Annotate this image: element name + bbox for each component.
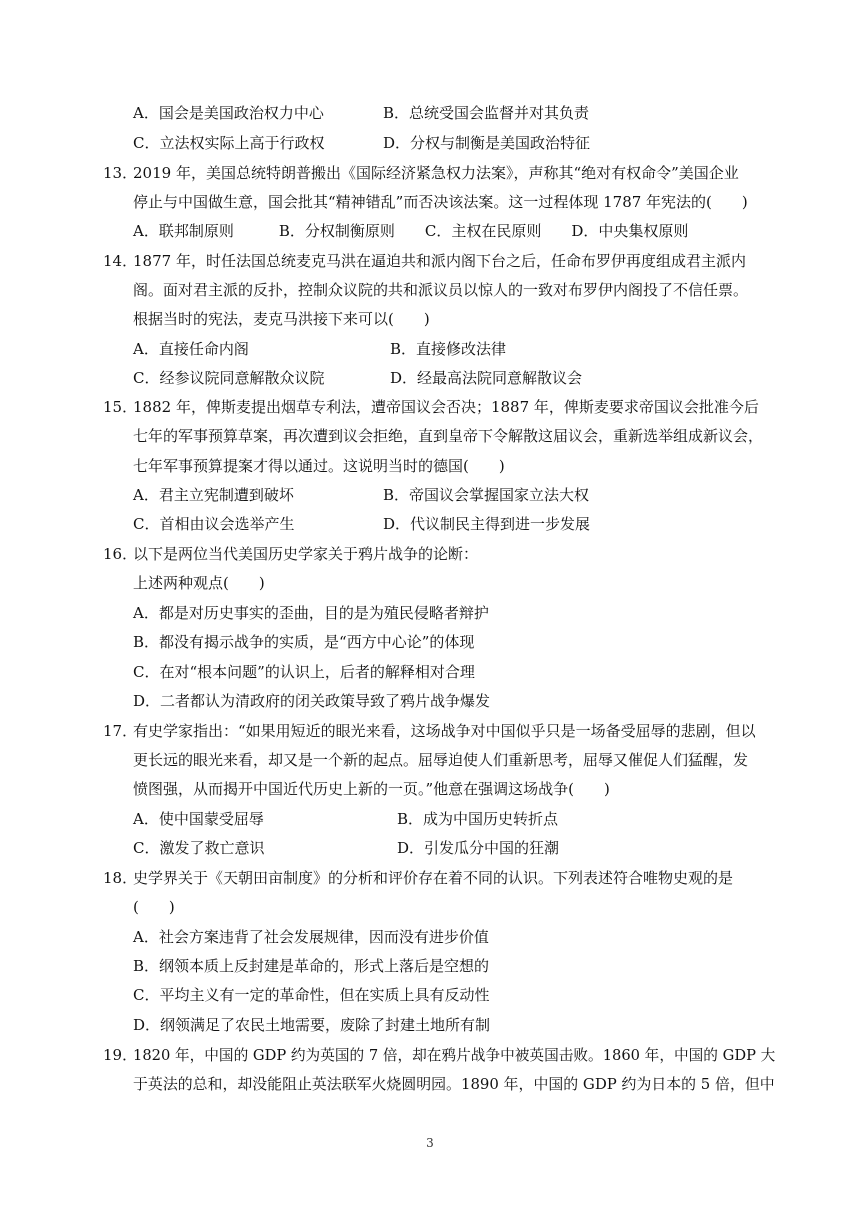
q18-option-b: B．纲领本质上反封建是革命的，形式上落后是空想的 <box>133 957 490 975</box>
q17-option-a: A．使中国蒙受屈辱 <box>133 810 264 828</box>
q16-option-b: B．都没有揭示战争的实质，是“西方中心论”的体现 <box>133 633 475 651</box>
q14-option-c: C．经参议院同意解散众议院 <box>133 369 325 387</box>
q13-stem-line-2: 停止与中国做生意，国会批其“精神错乱”而否决该法案。这一过程体现 1787 年宪法的( ) <box>133 193 748 211</box>
q16-option-c: C．在对“根本问题”的认识上，后者的解释相对合理 <box>133 663 475 681</box>
q17-stem-line-2: 更长远的眼光来看，却又是一个新的起点。屈辱迫使人们重新思考，屈辱又催促人们猛醒，发 <box>133 751 749 769</box>
q14-option-d: D．经最高法院同意解散议会 <box>390 369 583 387</box>
q14-number: 14． <box>103 252 138 270</box>
q12-option-b: B．总统受国会监督并对其负责 <box>383 104 590 122</box>
q18-number: 18． <box>103 869 138 887</box>
q15-option-c: C．首相由议会选举产生 <box>133 515 295 533</box>
q14-stem-line-3: 根据当时的宪法，麦克马洪接下来可以( ) <box>133 310 430 328</box>
q18-option-c: C．平均主义有一定的革命性，但在实质上具有反动性 <box>133 986 490 1004</box>
q13-stem-line-1: 2019 年，美国总统特朗普搬出《国际经济紧急权力法案》，声称其“绝对有权命令”美国企业 <box>133 164 739 182</box>
q14-stem-line-1: 1877 年，时任法国总统麦克马洪在逼迫共和派内阁下台之后，任命布罗伊再度组成君主派内 <box>133 252 746 270</box>
q16-stem-line-1: 以下是两位当代美国历史学家关于鸦片战争的论断： <box>133 545 479 563</box>
q14-option-a: A．直接任命内阁 <box>133 340 249 358</box>
q16-number: 16． <box>103 545 138 563</box>
q15-option-d: D．代议制民主得到进一步发展 <box>383 515 591 533</box>
q16-stem-line-2: 上述两种观点( ) <box>133 574 265 592</box>
q14-stem-line-2: 阁。面对君主派的反扑，控制众议院的共和派议员以惊人的一致对布罗伊内阁投了不信任票。 <box>133 281 749 299</box>
q12-option-c: C．立法权实际上高于行政权 <box>133 134 325 152</box>
q15-stem-line-2: 七年的军事预算草案，再次遭到议会拒绝，直到皇帝下令解散这届议会，重新选举组成新议会， <box>133 427 764 445</box>
q18-stem-line-2: ( ) <box>133 898 175 916</box>
q15-stem-line-1: 1882 年，俾斯麦提出烟草专利法，遭帝国议会否决；1887 年，俾斯麦要求帝国议会批准今后 <box>133 398 759 416</box>
q17-option-d: D．引发瓜分中国的狂潮 <box>397 839 560 857</box>
q17-stem-line-1: 有史学家指出：“如果用短近的眼光来看，这场战争对中国似乎只是一场备受屈辱的悲剧，但以 <box>133 722 756 740</box>
q15-number: 15． <box>103 398 138 416</box>
q19-stem-line-1: 1820 年，中国的 GDP 约为英国的 7 倍，却在鸦片战争中被英国击败。1860 年，中国的 GDP 大 <box>133 1046 776 1064</box>
q13-number: 13． <box>103 164 138 182</box>
q17-option-b: B．成为中国历史转折点 <box>397 810 559 828</box>
q16-option-d: D．二者都认为清政府的闭关政策导致了鸦片战争爆发 <box>133 692 491 710</box>
q18-option-a: A．社会方案违背了社会发展规律，因而没有进步价值 <box>133 928 489 946</box>
q15-option-b: B．帝国议会掌握国家立法大权 <box>383 486 590 504</box>
q17-option-c: C．激发了救亡意识 <box>133 839 265 857</box>
q19-stem-line-2: 于英法的总和，却没能阻止英法联军火烧圆明园。1890 年，中国的 GDP 约为日本的 5 倍，但中 <box>133 1075 775 1093</box>
q14-option-b: B．直接修改法律 <box>390 340 507 358</box>
q19-number: 19． <box>103 1046 138 1064</box>
q16-option-a: A．都是对历史事实的歪曲，目的是为殖民侵略者辩护 <box>133 604 489 622</box>
q18-stem-line-1: 史学界关于《天朝田亩制度》的分析和评价存在着不同的认识。下列表述符合唯物史观的是 <box>133 869 734 887</box>
q13-options: A．联邦制原则 B．分权制衡原则 C．主权在民原则 D．中央集权原则 <box>133 222 689 240</box>
q17-stem-line-3: 愤图强，从而揭开中国近代历史上新的一页。”他意在强调这场战争( ) <box>133 780 610 798</box>
q15-stem-line-3: 七年军事预算提案才得以通过。这说明当时的德国( ) <box>133 457 505 475</box>
q17-number: 17． <box>103 722 138 740</box>
q12-option-a: A．国会是美国政治权力中心 <box>133 104 324 122</box>
q15-option-a: A．君主立宪制遭到破坏 <box>133 486 294 504</box>
page-number: 3 <box>426 1136 434 1150</box>
q12-option-d: D．分权与制衡是美国政治特征 <box>383 134 591 152</box>
q18-option-d: D．纲领满足了农民土地需要，废除了封建土地所有制 <box>133 1016 491 1034</box>
